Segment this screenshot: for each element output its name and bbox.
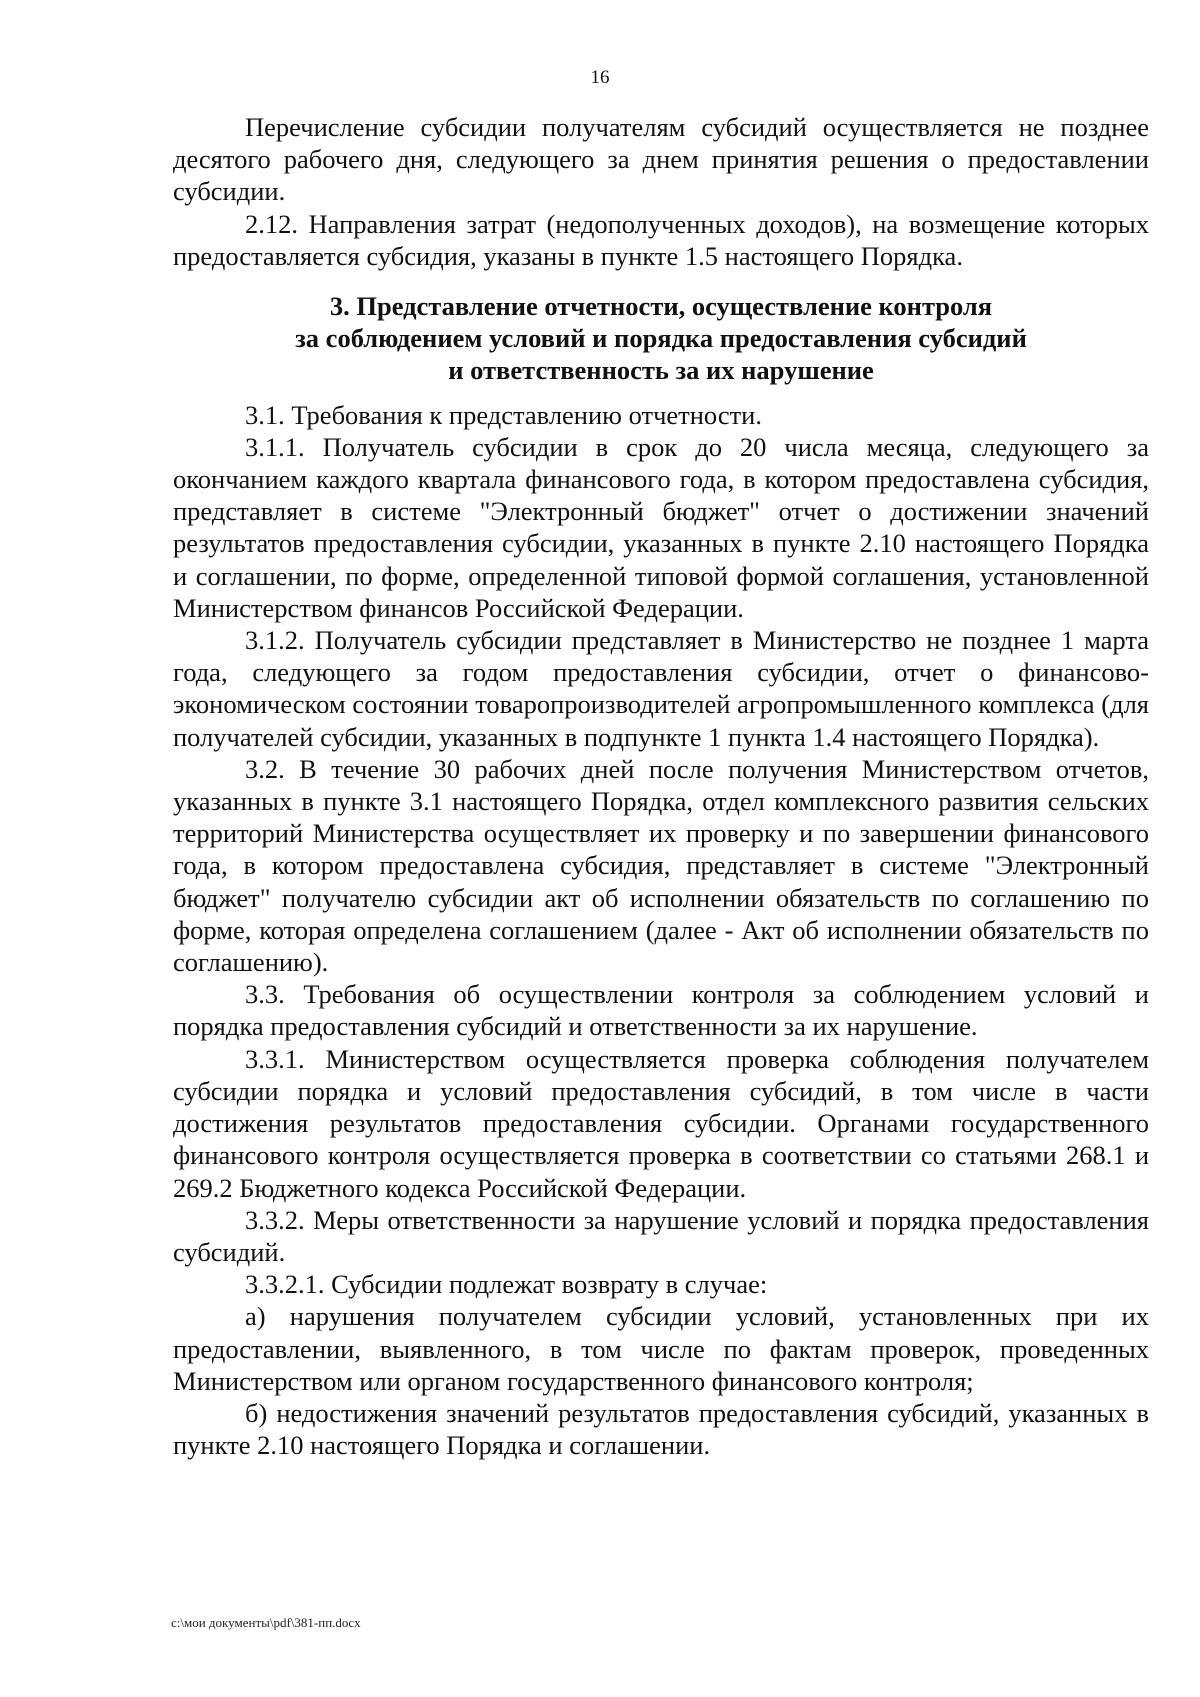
- document-body: [173, 111, 1149, 1461]
- paragraph-3-2: 3.2. В течение 30 рабочих дней после получения Министерством отчетов, указанных в пункте 3.1 настоящего Порядка, отдел комплексного развития сельских территорий Министерства осуществляет их проверку и по завершении финансового года, в котором предоставлена субсидия, представляет в системе "Электронный бюджет" получателю субсидии акт об исполнении обязательств по соглашению по форме, которая определена соглашением (далее - Акт об исполнении обязательств по соглашению).: [173, 753, 1149, 978]
- section-heading-line-1: 3. Представление отчетности, осуществление контроля: [329, 291, 993, 322]
- paragraph-3-3-2: 3.3.2. Меры ответственности за нарушение условий и порядка предоставления субсидий.: [173, 1204, 1149, 1267]
- section-heading-line-2: за соблюдением условий и порядка предоставления субсидий: [295, 323, 1027, 354]
- page-number: 16: [590, 67, 610, 88]
- paragraph-3-1-1: 3.1.1. Получатель субсидии в срок до 20 числа месяца, следующего за окончанием каждого квартала финансового года, в котором предоставлена субсидия, представляет в системе "Электронный бюджет" отчет о достижении значений результатов предоставления субсидии, указанных в пункте 2.10 настоящего Порядка и соглашении, по форме, определенной типовой формой соглашения, установленной Министерством финансов Российской Федерации.: [173, 431, 1149, 623]
- paragraph-item-b: б) недостижения значений результатов предоставления субсидий, указанных в пункте 2.10 настоящего Порядка и соглашении.: [173, 1397, 1149, 1461]
- paragraph-3-1-2: 3.1.2. Получатель субсидии представляет в Министерство не позднее 1 марта года, следующего за годом предоставления субсидии, отчет о финансово-экономическом состоянии товаропроизводителей агропромышленного комплекса (для получателей субсидии, указанных в подпункте 1 пункта 1.4 настоящего Порядка).: [173, 625, 1149, 752]
- section-heading-line-3: и ответственность за их нарушение: [448, 355, 874, 386]
- footer-file-path: c:\мои документы\pdf\381-пп.docx: [171, 1615, 361, 1630]
- paragraph-3-3-2-1: 3.3.2.1. Субсидии подлежат возврату в случае:: [245, 1269, 768, 1300]
- paragraph-item-a: а) нарушения получателем субсидии условий, установленных при их предоставлении, выявленного, в том числе по фактам проверок, проведенных Министерством или органом государственного финансового контроля;: [173, 1301, 1149, 1396]
- paragraph-3-1: 3.1. Требования к представлению отчетности.: [245, 399, 762, 430]
- paragraph-2-12: 2.12. Направления затрат (недополученных доходов), на возмещение которых предоставляется субсидия, указаны в пункте 1.5 настоящего Порядка.: [173, 208, 1149, 271]
- paragraph-subsidy-transfer: Перечисление субсидии получателям субсидий осуществляется не позднее десятого рабочего дня, следующего за днем принятия решения о предоставлении субсидии.: [173, 112, 1149, 207]
- section-heading: [173, 290, 1149, 387]
- paragraph-3-3-1: 3.3.1. Министерством осуществляется проверка соблюдения получателем субсидии порядка и условий предоставления субсидий, в том числе в части достижения результатов предоставления субсидии. Органами государственного финансового контроля осуществляется проверка в соответствии со статьями 268.1 и 269.2 Бюджетного кодекса Российской Федерации.: [173, 1043, 1149, 1203]
- paragraph-3-3: 3.3. Требования об осуществлении контроля за соблюдением условий и порядка предоставления субсидий и ответственности за их нарушение.: [173, 979, 1149, 1042]
